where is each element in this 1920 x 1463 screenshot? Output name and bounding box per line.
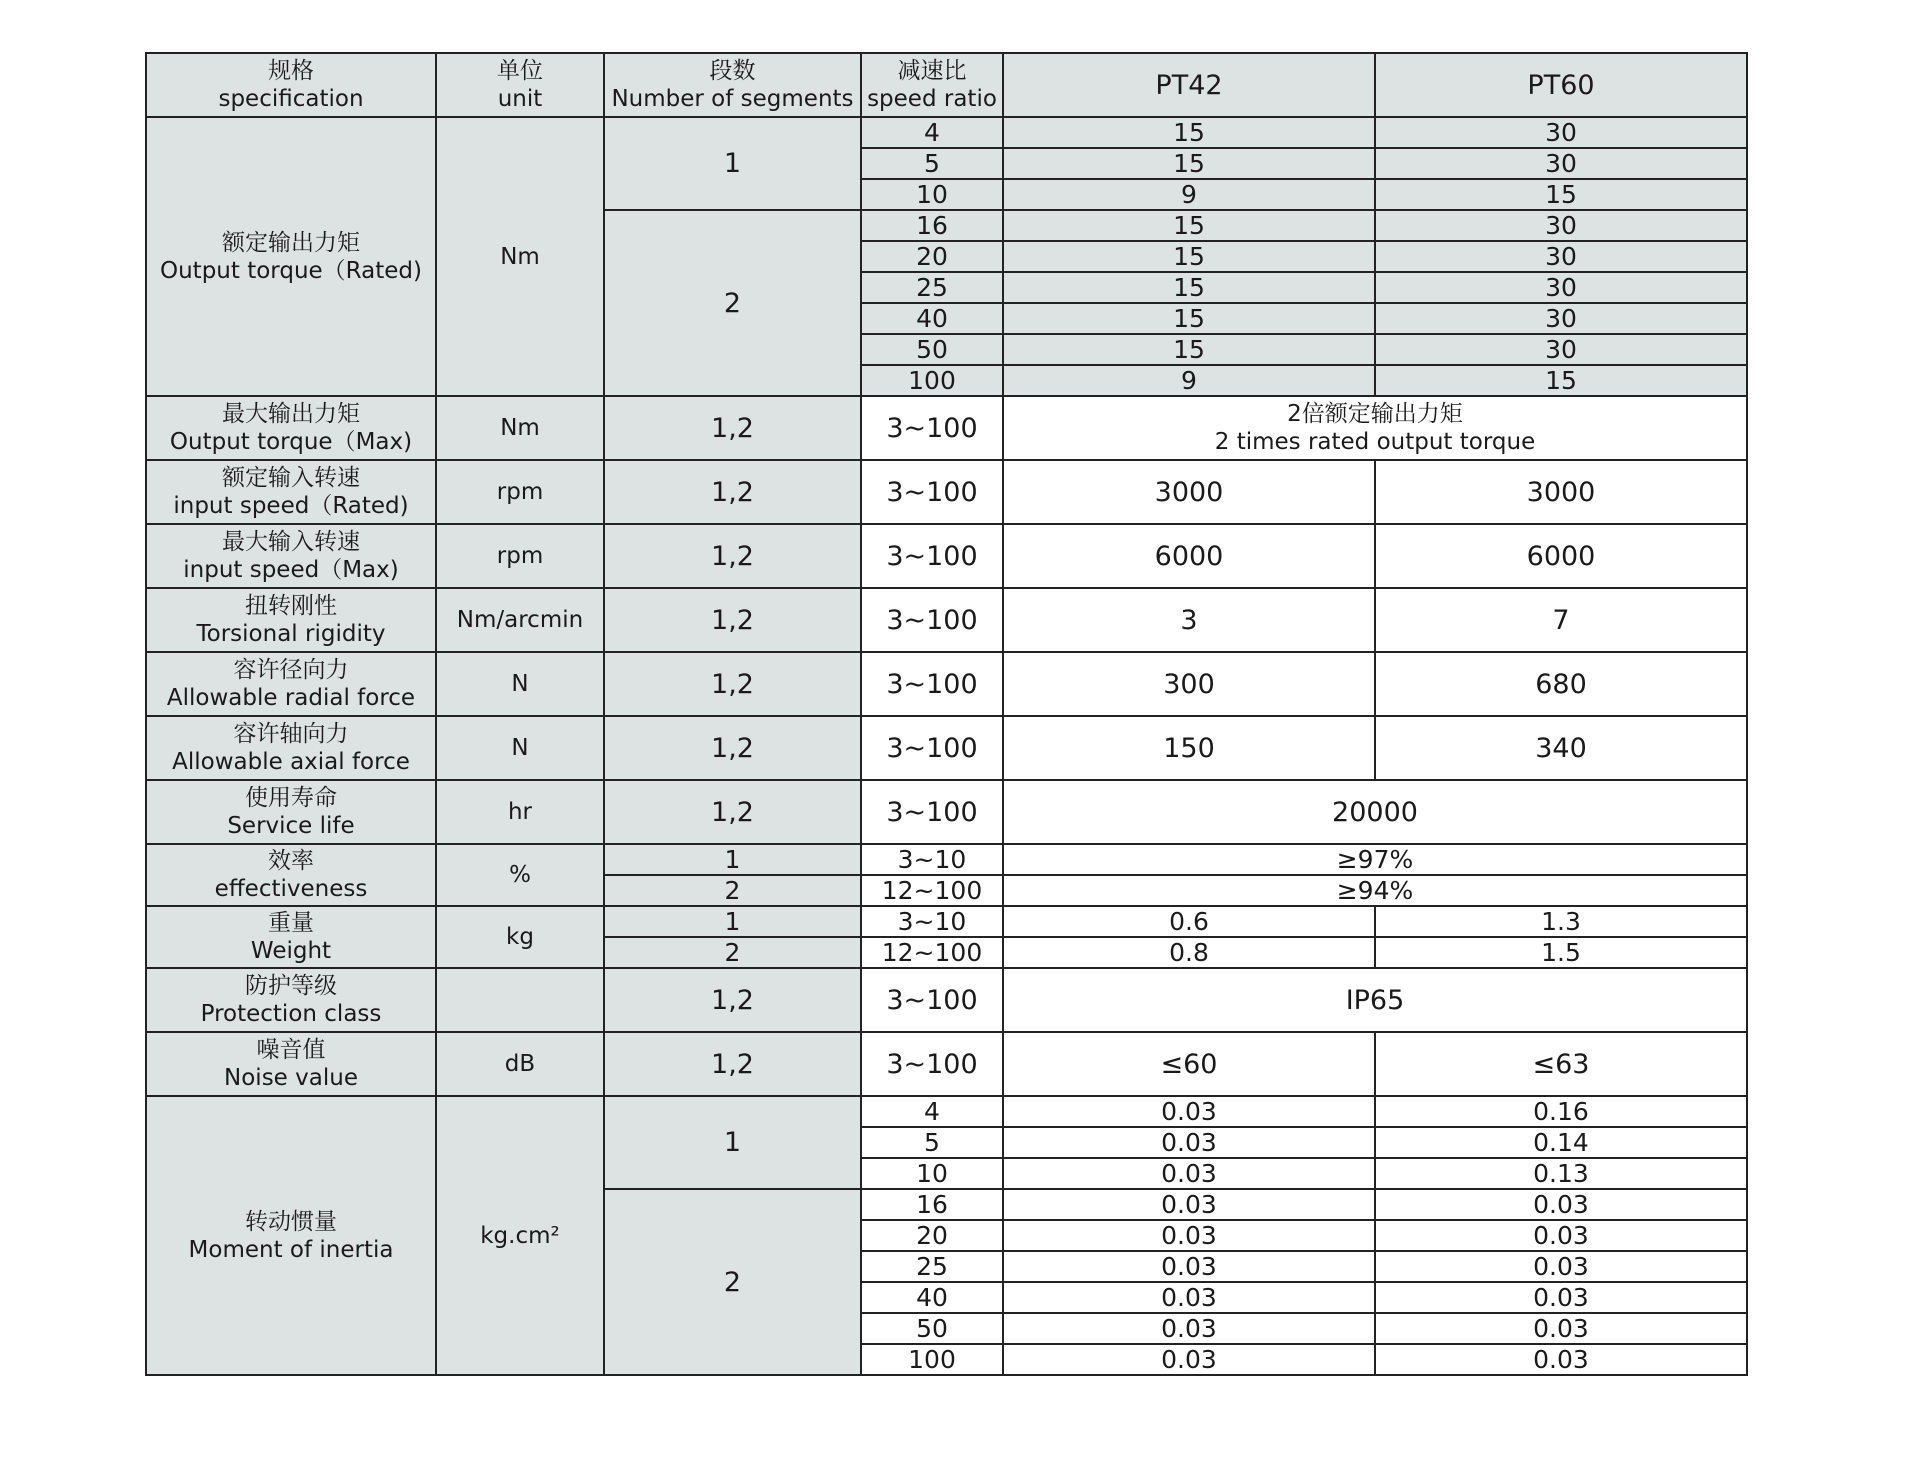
pt42-cell: 0.03 — [1003, 1344, 1375, 1375]
axial-force-pt42: 150 — [1003, 716, 1375, 780]
protection-ratio: 3~100 — [861, 968, 1003, 1032]
pt42-cell: 15 — [1003, 272, 1375, 303]
weight-row — [146, 906, 1747, 937]
table-row — [146, 117, 1747, 148]
header-spec — [146, 53, 436, 117]
weight-seg: 1 — [604, 906, 861, 937]
pt60-cell: 0.03 — [1375, 1344, 1747, 1375]
efficiency-value: ≥94% — [1003, 875, 1747, 906]
axial-force-seg: 1,2 — [604, 716, 861, 780]
pt60-cell: 0.03 — [1375, 1220, 1747, 1251]
noise-pt60: ≤63 — [1375, 1032, 1747, 1096]
protection-label-zh: 防护等级 — [245, 973, 337, 999]
rated-speed-ratio: 3~100 — [861, 460, 1003, 524]
noise-label-zh: 噪音值 — [256, 1037, 326, 1063]
radial-force-pt60: 680 — [1375, 652, 1747, 716]
rated-speed-row — [146, 460, 1747, 524]
header-ratio-zh: 减速比 — [897, 58, 967, 84]
weight-pt60: 1.3 — [1375, 906, 1747, 937]
pt60-cell: 30 — [1375, 117, 1747, 148]
max-speed-ratio: 3~100 — [861, 524, 1003, 588]
efficiency-row — [146, 844, 1747, 875]
weight-label — [146, 906, 436, 968]
header-spec-en: specification — [218, 86, 364, 112]
pt60-cell: 0.03 — [1375, 1251, 1747, 1282]
ratio-cell: 10 — [861, 179, 1003, 210]
inertia-label-en: Moment of inertia — [188, 1236, 394, 1263]
protection-label-en: Protection class — [200, 1001, 382, 1027]
pt42-cell: 0.03 — [1003, 1127, 1375, 1158]
pt60-cell: 0.03 — [1375, 1282, 1747, 1313]
noise-ratio: 3~100 — [861, 1032, 1003, 1096]
service-life-label — [146, 780, 436, 844]
max-speed-unit: rpm — [436, 524, 604, 588]
pt42-cell: 15 — [1003, 210, 1375, 241]
pt60-cell: 30 — [1375, 334, 1747, 365]
header-ratio — [861, 53, 1003, 117]
inertia-label-zh: 转动惯量 — [245, 1208, 337, 1235]
protection-value: IP65 — [1003, 968, 1747, 1032]
axial-force-label — [146, 716, 436, 780]
inertia-unit: kg.cm² — [436, 1096, 604, 1375]
service-life-unit: hr — [436, 780, 604, 844]
ratio-cell: 4 — [861, 1096, 1003, 1127]
noise-unit: dB — [436, 1032, 604, 1096]
rated-torque-unit: Nm — [436, 117, 604, 396]
noise-seg: 1,2 — [604, 1032, 861, 1096]
weight-unit: kg — [436, 906, 604, 968]
max-torque-label-en: Output torque（Max) — [169, 429, 413, 455]
header-segments — [604, 53, 861, 117]
rated-speed-seg: 1,2 — [604, 460, 861, 524]
rigidity-label — [146, 588, 436, 652]
ratio-cell: 5 — [861, 148, 1003, 179]
noise-label-en: Noise value — [224, 1065, 358, 1091]
ratio-cell: 10 — [861, 1158, 1003, 1189]
pt60-cell: 30 — [1375, 148, 1747, 179]
efficiency-ratio: 3~10 — [861, 844, 1003, 875]
weight-label-en: Weight — [250, 938, 332, 964]
efficiency-seg: 2 — [604, 875, 861, 906]
rated-speed-unit: rpm — [436, 460, 604, 524]
protection-row — [146, 968, 1747, 1032]
ratio-cell: 50 — [861, 1313, 1003, 1344]
efficiency-unit: % — [436, 844, 604, 906]
rated-speed-label-en: input speed（Rated) — [173, 493, 409, 519]
weight-pt42: 0.6 — [1003, 906, 1375, 937]
protection-label — [146, 968, 436, 1032]
pt60-cell: 30 — [1375, 303, 1747, 334]
max-torque-unit: Nm — [436, 396, 604, 460]
pt60-cell: 30 — [1375, 272, 1747, 303]
rigidity-label-zh: 扭转刚性 — [245, 593, 337, 619]
weight-seg: 2 — [604, 937, 861, 968]
ratio-cell: 100 — [861, 365, 1003, 396]
max-torque-row — [146, 396, 1747, 460]
max-torque-value — [1003, 396, 1747, 460]
weight-ratio: 3~10 — [861, 906, 1003, 937]
efficiency-value: ≥97% — [1003, 844, 1747, 875]
pt42-cell: 15 — [1003, 334, 1375, 365]
weight-ratio: 12~100 — [861, 937, 1003, 968]
ratio-cell: 25 — [861, 1251, 1003, 1282]
rigidity-pt42: 3 — [1003, 588, 1375, 652]
pt42-cell: 0.03 — [1003, 1282, 1375, 1313]
header-unit-zh: 单位 — [497, 58, 543, 84]
max-torque-value-zh: 2倍额定输出力矩 — [1287, 401, 1463, 427]
table-row — [146, 1096, 1747, 1127]
pt42-cell: 15 — [1003, 148, 1375, 179]
inertia-seg1: 1 — [604, 1096, 861, 1189]
pt42-cell: 15 — [1003, 241, 1375, 272]
rigidity-seg: 1,2 — [604, 588, 861, 652]
pt60-cell: 30 — [1375, 210, 1747, 241]
weight-pt42: 0.8 — [1003, 937, 1375, 968]
rated-torque-label — [146, 117, 436, 396]
efficiency-seg: 1 — [604, 844, 861, 875]
protection-seg: 1,2 — [604, 968, 861, 1032]
service-life-ratio: 3~100 — [861, 780, 1003, 844]
rated-torque-seg1: 1 — [604, 117, 861, 210]
ratio-cell: 16 — [861, 210, 1003, 241]
axial-force-row — [146, 716, 1747, 780]
ratio-cell: 40 — [861, 1282, 1003, 1313]
pt60-cell: 0.14 — [1375, 1127, 1747, 1158]
header-row — [146, 53, 1747, 117]
pt42-cell: 0.03 — [1003, 1096, 1375, 1127]
service-life-label-en: Service life — [227, 813, 355, 839]
pt60-cell: 0.13 — [1375, 1158, 1747, 1189]
max-speed-label-en: input speed（Max) — [183, 557, 399, 583]
service-life-value: 20000 — [1003, 780, 1747, 844]
service-life-seg: 1,2 — [604, 780, 861, 844]
protection-unit — [436, 968, 604, 1032]
max-speed-label-zh: 最大输入转速 — [222, 529, 360, 555]
pt60-cell: 0.16 — [1375, 1096, 1747, 1127]
ratio-cell: 40 — [861, 303, 1003, 334]
max-speed-label — [146, 524, 436, 588]
rated-torque-label-zh: 额定输出力矩 — [222, 229, 360, 256]
ratio-cell: 20 — [861, 241, 1003, 272]
ratio-cell: 5 — [861, 1127, 1003, 1158]
noise-pt42: ≤60 — [1003, 1032, 1375, 1096]
max-torque-label — [146, 396, 436, 460]
ratio-cell: 20 — [861, 1220, 1003, 1251]
efficiency-label-en: effectiveness — [214, 876, 368, 902]
noise-label — [146, 1032, 436, 1096]
spec-table — [145, 52, 1748, 1376]
header-spec-zh: 规格 — [268, 58, 314, 84]
radial-force-label-zh: 容许径向力 — [233, 657, 349, 683]
radial-force-label-en: Allowable radial force — [166, 685, 416, 711]
pt42-cell: 0.03 — [1003, 1158, 1375, 1189]
radial-force-label — [146, 652, 436, 716]
rated-torque-seg2: 2 — [604, 210, 861, 396]
pt42-cell: 0.03 — [1003, 1189, 1375, 1220]
max-torque-label-zh: 最大输出力矩 — [222, 401, 360, 427]
axial-force-pt60: 340 — [1375, 716, 1747, 780]
rated-torque-label-en: Output torque（Rated) — [160, 257, 422, 284]
ratio-cell: 25 — [861, 272, 1003, 303]
weight-label-zh: 重量 — [268, 910, 314, 936]
max-torque-seg: 1,2 — [604, 396, 861, 460]
header-unit-en: unit — [497, 86, 543, 112]
pt60-cell: 15 — [1375, 365, 1747, 396]
rigidity-label-en: Torsional rigidity — [196, 621, 386, 647]
inertia-label — [146, 1096, 436, 1375]
pt42-cell: 9 — [1003, 365, 1375, 396]
pt42-cell: 15 — [1003, 303, 1375, 334]
pt60-cell: 30 — [1375, 241, 1747, 272]
radial-force-seg: 1,2 — [604, 652, 861, 716]
efficiency-label-zh: 效率 — [268, 848, 314, 874]
rated-speed-label — [146, 460, 436, 524]
header-pt42: PT42 — [1003, 53, 1375, 117]
axial-force-label-zh: 容许轴向力 — [233, 721, 349, 747]
efficiency-label — [146, 844, 436, 906]
axial-force-label-en: Allowable axial force — [172, 749, 410, 775]
header-pt60: PT60 — [1375, 53, 1747, 117]
ratio-cell: 100 — [861, 1344, 1003, 1375]
max-torque-ratio: 3~100 — [861, 396, 1003, 460]
pt42-cell: 15 — [1003, 117, 1375, 148]
rigidity-ratio: 3~100 — [861, 588, 1003, 652]
max-speed-row — [146, 524, 1747, 588]
pt42-cell: 0.03 — [1003, 1313, 1375, 1344]
ratio-cell: 50 — [861, 334, 1003, 365]
radial-force-pt42: 300 — [1003, 652, 1375, 716]
ratio-cell: 16 — [861, 1189, 1003, 1220]
rated-speed-pt60: 3000 — [1375, 460, 1747, 524]
service-life-row — [146, 780, 1747, 844]
radial-force-row — [146, 652, 1747, 716]
header-segments-zh: 段数 — [709, 58, 756, 84]
rated-speed-pt42: 3000 — [1003, 460, 1375, 524]
axial-force-unit: N — [436, 716, 604, 780]
max-torque-value-en: 2 times rated output torque — [1214, 429, 1536, 455]
service-life-label-zh: 使用寿命 — [245, 785, 337, 811]
ratio-cell: 4 — [861, 117, 1003, 148]
rigidity-row — [146, 588, 1747, 652]
pt42-cell: 0.03 — [1003, 1251, 1375, 1282]
pt42-cell: 0.03 — [1003, 1220, 1375, 1251]
weight-pt60: 1.5 — [1375, 937, 1747, 968]
rigidity-unit: Nm/arcmin — [436, 588, 604, 652]
inertia-seg2: 2 — [604, 1189, 861, 1375]
max-speed-pt60: 6000 — [1375, 524, 1747, 588]
noise-row — [146, 1032, 1747, 1096]
header-segments-en: Number of segments — [611, 86, 854, 112]
radial-force-ratio: 3~100 — [861, 652, 1003, 716]
pt60-cell: 15 — [1375, 179, 1747, 210]
pt42-cell: 9 — [1003, 179, 1375, 210]
axial-force-ratio: 3~100 — [861, 716, 1003, 780]
pt60-cell: 0.03 — [1375, 1189, 1747, 1220]
header-unit — [436, 53, 604, 117]
rigidity-pt60: 7 — [1375, 588, 1747, 652]
radial-force-unit: N — [436, 652, 604, 716]
max-speed-pt42: 6000 — [1003, 524, 1375, 588]
rated-speed-label-zh: 额定输入转速 — [222, 465, 360, 491]
efficiency-ratio: 12~100 — [861, 875, 1003, 906]
pt60-cell: 0.03 — [1375, 1313, 1747, 1344]
header-ratio-en: speed ratio — [867, 86, 997, 112]
max-speed-seg: 1,2 — [604, 524, 861, 588]
